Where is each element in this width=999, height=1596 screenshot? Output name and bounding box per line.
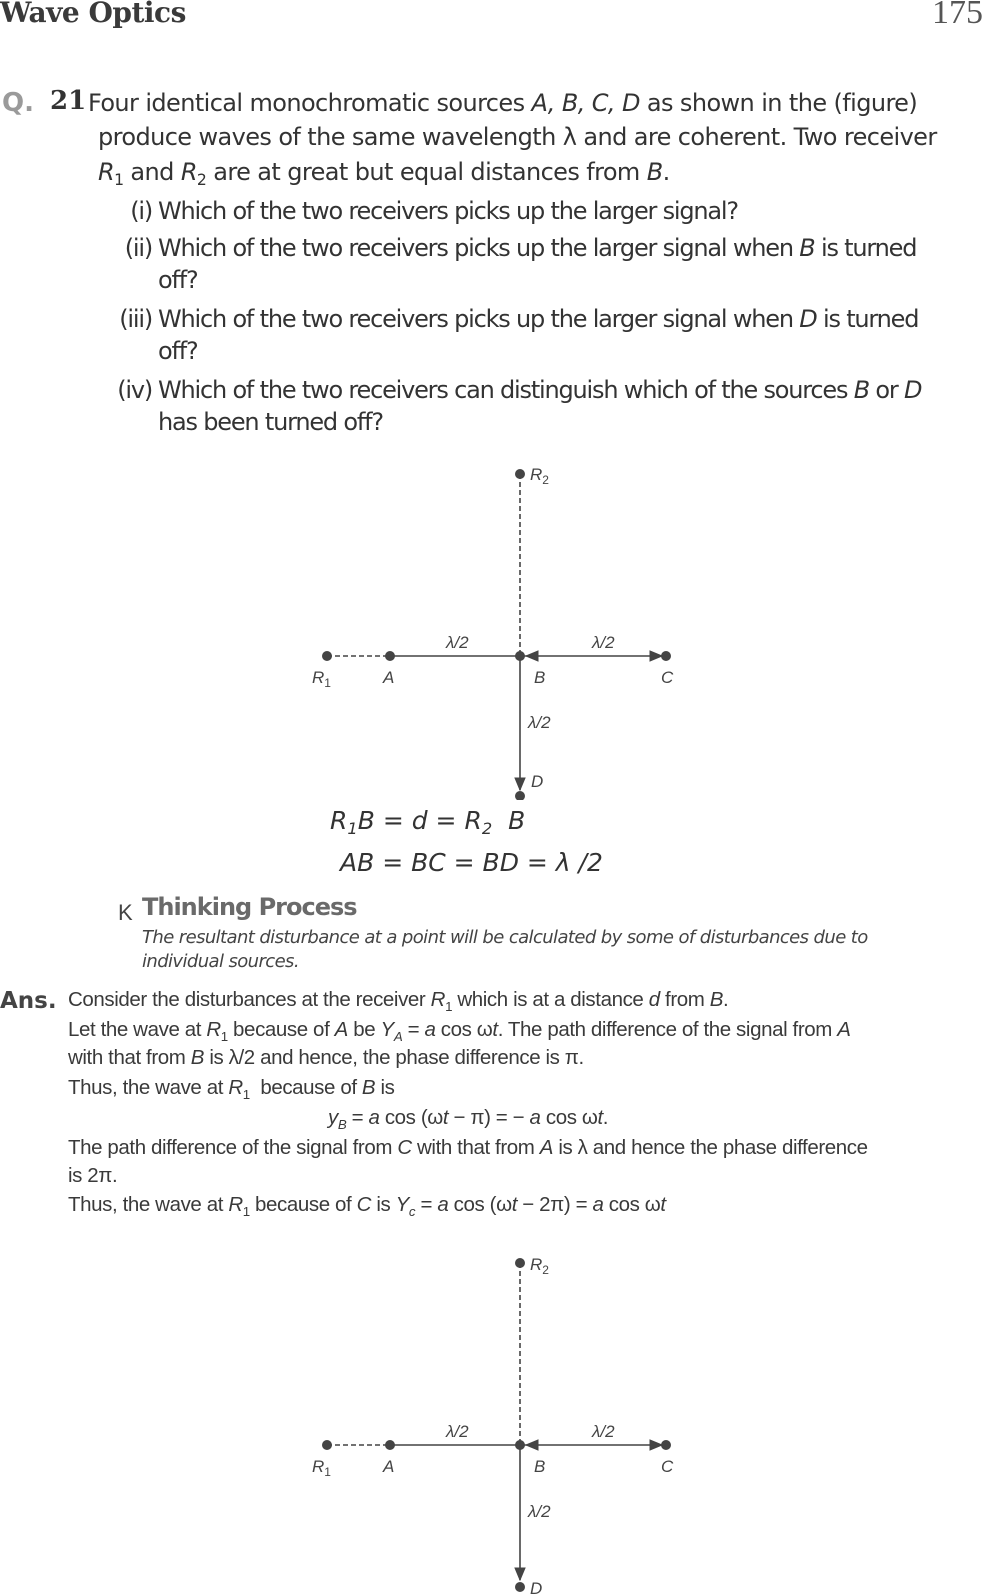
label-ab-distance: λ/2 bbox=[446, 1422, 469, 1441]
point-c bbox=[662, 1441, 671, 1450]
arrow-down-icon bbox=[515, 1568, 525, 1580]
part-text: Which of the two receivers picks up the larger signal? bbox=[158, 197, 738, 225]
label-b: B bbox=[534, 1457, 546, 1476]
point-d bbox=[516, 792, 525, 801]
answer-line-3: with that from B is λ/2 and hence, the phase difference is π. bbox=[68, 1046, 584, 1069]
answer-equation-yb: $y_B = a$ cos (ωt − π) = − a cos ωt. bbox=[328, 1106, 609, 1132]
point-r1 bbox=[323, 1441, 332, 1450]
label-r1: $R_1$ bbox=[312, 668, 331, 690]
label-r2: $R_2$ bbox=[530, 465, 549, 487]
part-text-cont: off? bbox=[158, 266, 198, 294]
part-text: Which of the two receivers picks up the larger signal when B is turned bbox=[158, 234, 917, 262]
answer-line-7: is 2π. bbox=[68, 1164, 118, 1187]
question-number: 21 bbox=[50, 86, 87, 116]
label-d: D bbox=[530, 1579, 543, 1596]
sources-receivers-diagram bbox=[290, 450, 710, 800]
part-number: (iv) bbox=[117, 376, 152, 404]
part-text: Which of the two receivers picks up the larger signal when D is turned bbox=[158, 305, 919, 333]
point-b bbox=[516, 652, 525, 661]
chapter-title: Wave Optics bbox=[0, 0, 186, 29]
thinking-process-marker: K bbox=[118, 900, 133, 925]
thinking-process-line-2: individual sources. bbox=[142, 951, 299, 972]
point-a bbox=[386, 1441, 395, 1450]
label-bd-distance: λ/2 bbox=[528, 1502, 551, 1521]
answer-label: Ans. bbox=[0, 988, 57, 1014]
part-number: (iii) bbox=[119, 305, 152, 333]
point-c bbox=[662, 652, 671, 661]
part-text-cont: off? bbox=[158, 337, 198, 365]
arrow-down-icon bbox=[515, 778, 525, 790]
sources-receivers-diagram-repeat bbox=[290, 1225, 710, 1596]
thinking-process-line-1: The resultant disturbance at a point will be calculated by some of disturbances due to bbox=[142, 927, 868, 948]
label-r1: $R_1$ bbox=[312, 1457, 331, 1479]
point-a bbox=[386, 652, 395, 661]
part-text: Which of the two receivers can distinguish which of the sources B or D bbox=[158, 376, 922, 404]
page-number: 175 bbox=[932, 0, 983, 31]
answer-line-4: Thus, the wave at $R_1$ because of B is bbox=[68, 1076, 395, 1102]
part-text-cont: has been turned off? bbox=[158, 408, 383, 436]
label-b: B bbox=[534, 668, 546, 687]
label-c: C bbox=[661, 668, 674, 687]
label-r2: $R_2$ bbox=[530, 1255, 549, 1277]
arrow-left-icon bbox=[526, 651, 538, 661]
label-a: A bbox=[383, 1457, 395, 1476]
equation-distances: $R_1B = d = R_2$ B bbox=[330, 806, 526, 838]
answer-line-1: Consider the disturbances at the receiver $R_1$ which is at a distance d from B. bbox=[68, 988, 729, 1014]
question-intro-line-1: Four identical monochromatic sources A, B, C, D as shown in the (figure) bbox=[88, 89, 918, 117]
question-intro-line-3: $R_1$ and $R_2$ are at great but equal distances from B. bbox=[98, 158, 670, 189]
answer-line-6: The path difference of the signal from C with that from A is λ and hence the phase difference bbox=[68, 1136, 868, 1159]
label-d: D bbox=[531, 772, 544, 791]
point-r2 bbox=[516, 1259, 525, 1268]
arrow-right-icon bbox=[650, 651, 662, 661]
label-bc-distance: λ/2 bbox=[592, 1422, 615, 1441]
part-number: (ii) bbox=[124, 234, 152, 262]
point-b bbox=[516, 1441, 525, 1450]
point-d bbox=[516, 1583, 525, 1592]
label-a: A bbox=[383, 668, 395, 687]
label-ab-distance: λ/2 bbox=[446, 633, 469, 652]
arrow-right-icon bbox=[650, 1440, 662, 1450]
arrow-left-icon bbox=[526, 1440, 538, 1450]
question-intro-line-2: produce waves of the same wavelength λ and are coherent. Two receiver bbox=[98, 123, 937, 151]
point-r2 bbox=[516, 470, 525, 479]
answer-line-8: Thus, the wave at $R_1$ because of C is $Y_c = a$ cos (ωt − 2π) = a cos ωt bbox=[68, 1193, 666, 1219]
thinking-process-heading: Thinking Process bbox=[142, 893, 357, 921]
label-c: C bbox=[661, 1457, 674, 1476]
label-bd-distance: λ/2 bbox=[528, 713, 551, 732]
equation-separations: AB = BC = BD = λ /2 bbox=[340, 848, 603, 877]
question-icon: Q. bbox=[2, 88, 34, 118]
point-r1 bbox=[323, 652, 332, 661]
answer-line-2: Let the wave at $R_1$ because of A be $Y_A = a$ cos ωt. The path difference of the signal from A bbox=[68, 1018, 851, 1044]
part-number: (i) bbox=[130, 197, 152, 225]
label-bc-distance: λ/2 bbox=[592, 633, 615, 652]
